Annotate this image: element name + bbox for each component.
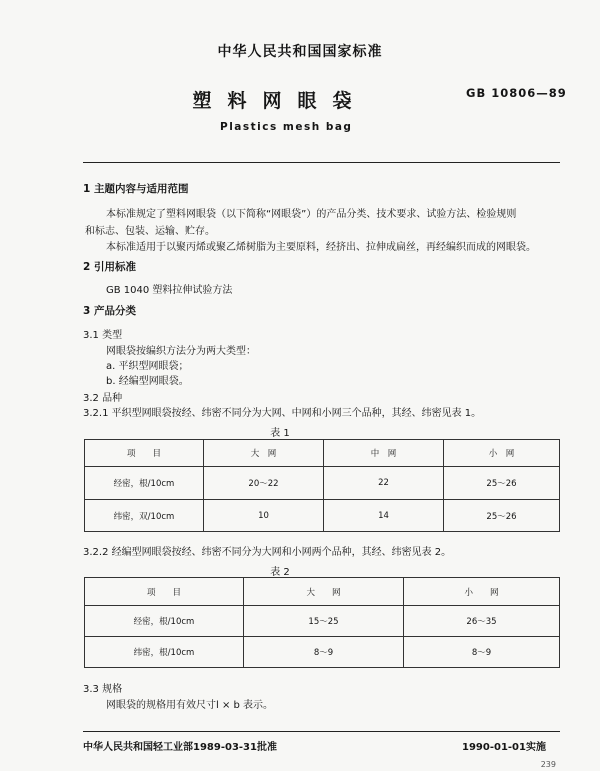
table-2: [84, 577, 560, 668]
footer-divider: [83, 731, 560, 732]
approval-date: 中华人民共和国轻工业部1989-03-31批准: [83, 742, 277, 753]
table-cell: 25～26: [444, 467, 560, 500]
table-1-caption: 表 1: [270, 428, 290, 439]
header-divider: [83, 162, 560, 163]
table-row: [85, 637, 560, 668]
section-3-1-heading: 3.1 类型: [83, 330, 123, 341]
table-1-header-row: [85, 440, 560, 467]
section-3-heading: 3 产品分类: [83, 305, 136, 317]
section-1-heading: 1 主题内容与适用范围: [83, 183, 189, 195]
table-row: [85, 606, 560, 637]
section-1-paragraph-1-line-2: 和标志、包装、运输、贮存。: [85, 226, 215, 237]
table-1-header-cell: 小 网: [444, 440, 560, 467]
standard-organization: 中华人民共和国国家标准: [217, 44, 383, 60]
section-2-heading: 2 引用标准: [83, 261, 136, 273]
table-cell: 10: [204, 500, 324, 532]
table-2-header-cell: 小 网: [404, 578, 560, 606]
table-cell: 22: [324, 467, 444, 500]
table-cell: 8～9: [244, 637, 404, 668]
table-cell: 15～25: [244, 606, 404, 637]
table-2-header-cell: 大 网: [244, 578, 404, 606]
section-3-2-1-text: 3.2.1 平织型网眼袋按经、纬密不同分为大网、中网和小网三个品种，其经、纬密见表 1。: [83, 408, 482, 419]
table-row: [85, 467, 560, 500]
table-1: [84, 439, 560, 532]
effective-date: 1990-01-01实施: [462, 742, 546, 753]
section-3-2-heading: 3.2 品种: [83, 393, 123, 404]
page-number: 239: [540, 760, 556, 769]
table-cell: 纬密，根/10cm: [85, 637, 244, 668]
english-title: Plastics mesh bag: [220, 121, 353, 133]
table-cell: 8～9: [404, 637, 560, 668]
table-2-caption: 表 2: [270, 567, 290, 578]
table-2-header-row: [85, 578, 560, 606]
table-1-header-cell: 项 目: [85, 440, 204, 467]
document-title: 塑料网眼袋: [192, 90, 368, 112]
table-1-header-cell: 中 网: [324, 440, 444, 467]
section-3-2-2-text: 3.2.2 经编型网眼袋按经、纬密不同分为大网和小网两个品种，其经、纬密见表 2。: [83, 547, 452, 558]
table-cell: 经密，根/10cm: [85, 606, 244, 637]
section-3-3-text: 网眼袋的规格用有效尺寸l × b 表示。: [106, 700, 274, 711]
section-1-paragraph-1-line-1: 本标准规定了塑料网眼袋（以下简称“网眼袋”）的产品分类、技术要求、试验方法、检验规则: [106, 209, 517, 220]
section-3-1-text: 网眼袋按编织方法分为两大类型：: [106, 346, 256, 357]
table-cell: 25～26: [444, 500, 560, 532]
table-row: [85, 500, 560, 532]
table-cell: 经密，根/10cm: [85, 467, 204, 500]
table-cell: 26～35: [404, 606, 560, 637]
section-3-3-heading: 3.3 规格: [83, 684, 123, 695]
section-1-paragraph-2: 本标准适用于以聚丙烯或聚乙烯树脂为主要原料，经挤出、拉伸成扁丝，再经编织而成的网眼袋。: [106, 242, 536, 253]
type-item-b: b. 经编型网眼袋。: [106, 376, 189, 387]
normative-reference: GB 1040 塑料拉伸试验方法: [106, 285, 233, 296]
table-cell: 纬密，双/10cm: [85, 500, 204, 532]
table-1-header-cell: 大 网: [204, 440, 324, 467]
standard-code: GB 10806—89: [466, 86, 567, 100]
type-item-a: a. 平织型网眼袋；: [106, 361, 189, 372]
table-2-header-cell: 项 目: [85, 578, 244, 606]
table-cell: 14: [324, 500, 444, 532]
table-cell: 20～22: [204, 467, 324, 500]
